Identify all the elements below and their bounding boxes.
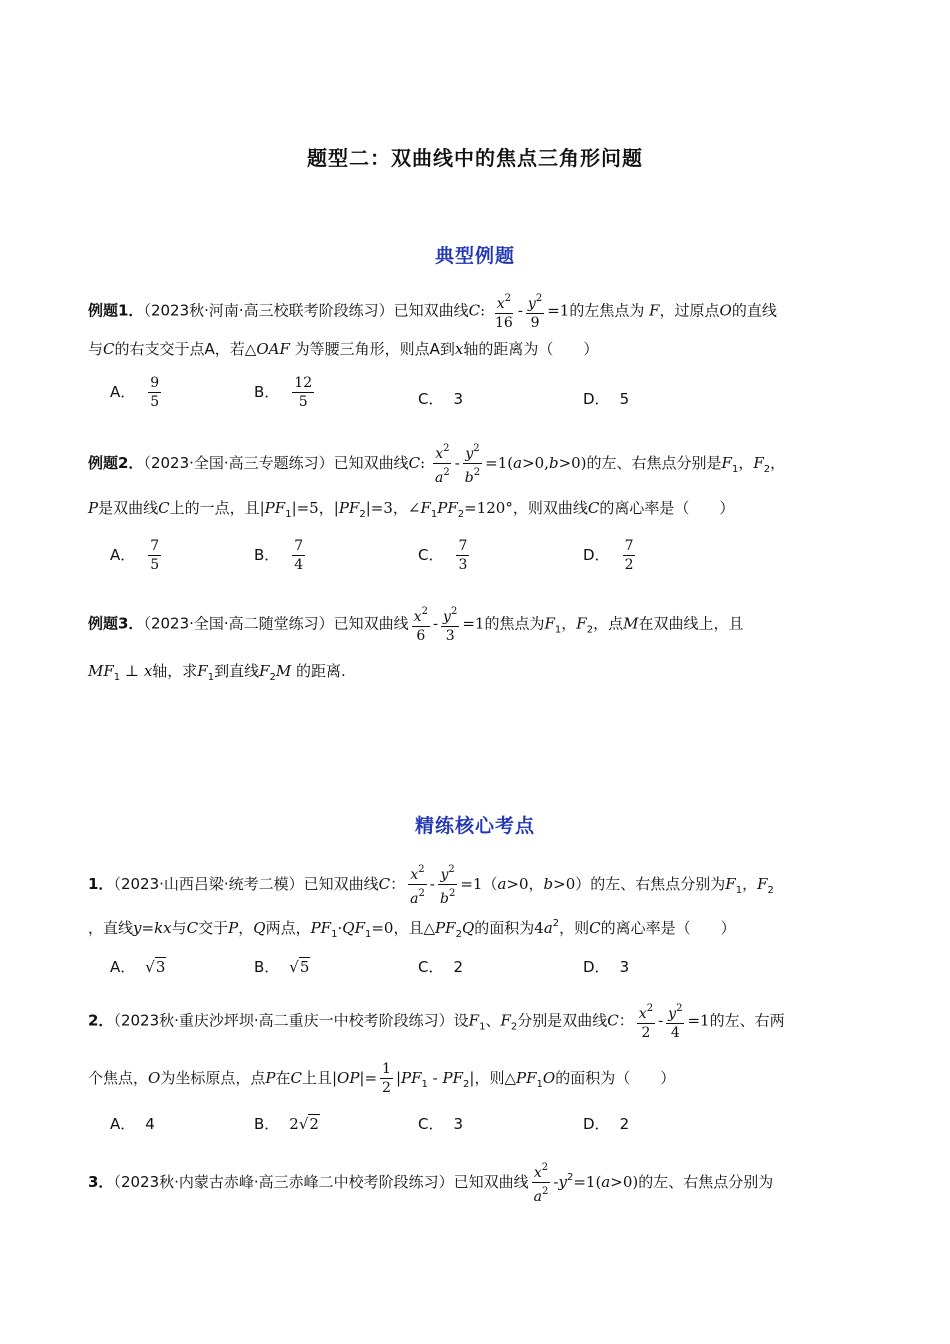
example-1-line-1: 例题1．（2023秋·河南·高三校联考阶段练习）已知双曲线C: $\frac{x^2}{16}$ - $\frac{y^2}{9}$ =1的左焦点为 F，过原点O的直线 (88, 290, 777, 332)
question-1-option-d[interactable]: D． 3 (583, 958, 630, 976)
formula-fraction: $\frac{x^2}{16}$ (493, 290, 515, 332)
section-heading-practice: 精练核心考点 (414, 815, 535, 837)
section-heading-typical: 典型例题 (434, 245, 515, 267)
question-1-line-1: 1．（2023·山西吕梁·统考二模）已知双曲线C： $\frac{x^2}{a^2}$ - $\frac{y^2}{b^2}$ =1（a>0，b>0）的左、右焦点分别为$F_1$，$F_2$ (88, 861, 774, 908)
example-2-option-d[interactable]: D． $\frac{7}{2}$ (583, 538, 634, 573)
example-1-option-b[interactable]: B． $\frac{12}{5}$ (254, 375, 313, 410)
question-2-option-c[interactable]: C． 3 (418, 1115, 464, 1133)
example-2-label: 例题2． (88, 454, 144, 472)
question-1-option-b[interactable]: B． √5 (254, 958, 310, 976)
example-2-option-c[interactable]: C． $\frac{7}{3}$ (418, 538, 468, 573)
example-3-label: 例题3． (88, 614, 144, 633)
question-2-option-a[interactable]: A． 4 (110, 1115, 155, 1133)
question-1-label: 1． (88, 875, 114, 893)
question-2-line-2: 个焦点，O为坐标原点，点P在C上且|OP|= $\frac{1}{2}$ $|PF_1 - PF_2|$，则$\triangle PF_1O$的面积为（ ） (88, 1061, 676, 1096)
example-1-line-2: 与C的右支交于点A，若△OAF 为等腰三角形，则点A到x轴的距离为（ ） (88, 340, 599, 358)
question-2-option-b[interactable]: B． 2√2 (254, 1115, 319, 1133)
question-2-option-d[interactable]: D． 2 (583, 1115, 630, 1133)
example-2-line-2: P是双曲线C上的一点，且$|PF_1|=5$，$|PF_2|=3$，$\angle F_1PF_2=120^\circ$，则双曲线C的离心率是（ ） (88, 499, 735, 520)
example-2-option-b[interactable]: B． $\frac{7}{4}$ (254, 538, 304, 573)
example-1-option-a[interactable]: A． $\frac{9}{5}$ (110, 375, 160, 410)
example-1-option-c[interactable]: C． 3 (418, 390, 464, 408)
question-1-line-2: ，直线y=kx与C交于P，Q两点，$PF_1\cdot QF_1=0$，且$\triangle PF_2Q$的面积为$4a^2$，则C的离心率是（ ） (88, 918, 736, 940)
example-2-option-a[interactable]: A． $\frac{7}{5}$ (110, 538, 160, 573)
question-3-label: 3． (88, 1173, 114, 1191)
question-1-option-a[interactable]: A． √3 (110, 958, 166, 976)
example-1-option-d[interactable]: D． 5 (583, 390, 630, 408)
question-3-line-1: 3．（2023秋·内蒙古赤峰·高三赤峰二中校考阶段练习）已知双曲线 $\frac{x^2}{a^2}$ $-y^2=1(a>0)$的左、右焦点分别为 (88, 1159, 773, 1206)
question-1-option-c[interactable]: C． 2 (418, 958, 464, 976)
example-3-line-1: 例题3．（2023·全国·高二随堂练习）已知双曲线 $\frac{x^2}{6}$ - $\frac{y^2}{3}$ =1的焦点为$F_1$，$F_2$，点M在双曲线上，且 (88, 603, 743, 645)
page-title: 题型二：双曲线中的焦点三角形问题 (307, 146, 643, 170)
question-2-line-1: 2．（2023秋·重庆沙坪坝·高二重庆一中校考阶段练习）设$F_1$、$F_2$分别是双曲线C： $\frac{x^2}{2}$ - $\frac{y^2}{4}$ =1的左、右两 (88, 1000, 785, 1042)
example-3-line-2: $MF_1$ ⊥ x轴，求$F_1$到直线$F_2M$ 的距离. (88, 662, 346, 683)
formula-fraction: $\frac{y^2}{9}$ (526, 290, 544, 332)
question-2-label: 2． (88, 1011, 114, 1030)
example-1-label: 例题1． (88, 301, 144, 320)
example-2-line-1: 例题2．（2023·全国·高三专题练习）已知双曲线C: $\frac{x^2}{a^2}$ - $\frac{y^2}{b^2}$ =1(a>0,b>0)的左、右焦点分别是$F_1$，$F_2$， (88, 440, 785, 487)
